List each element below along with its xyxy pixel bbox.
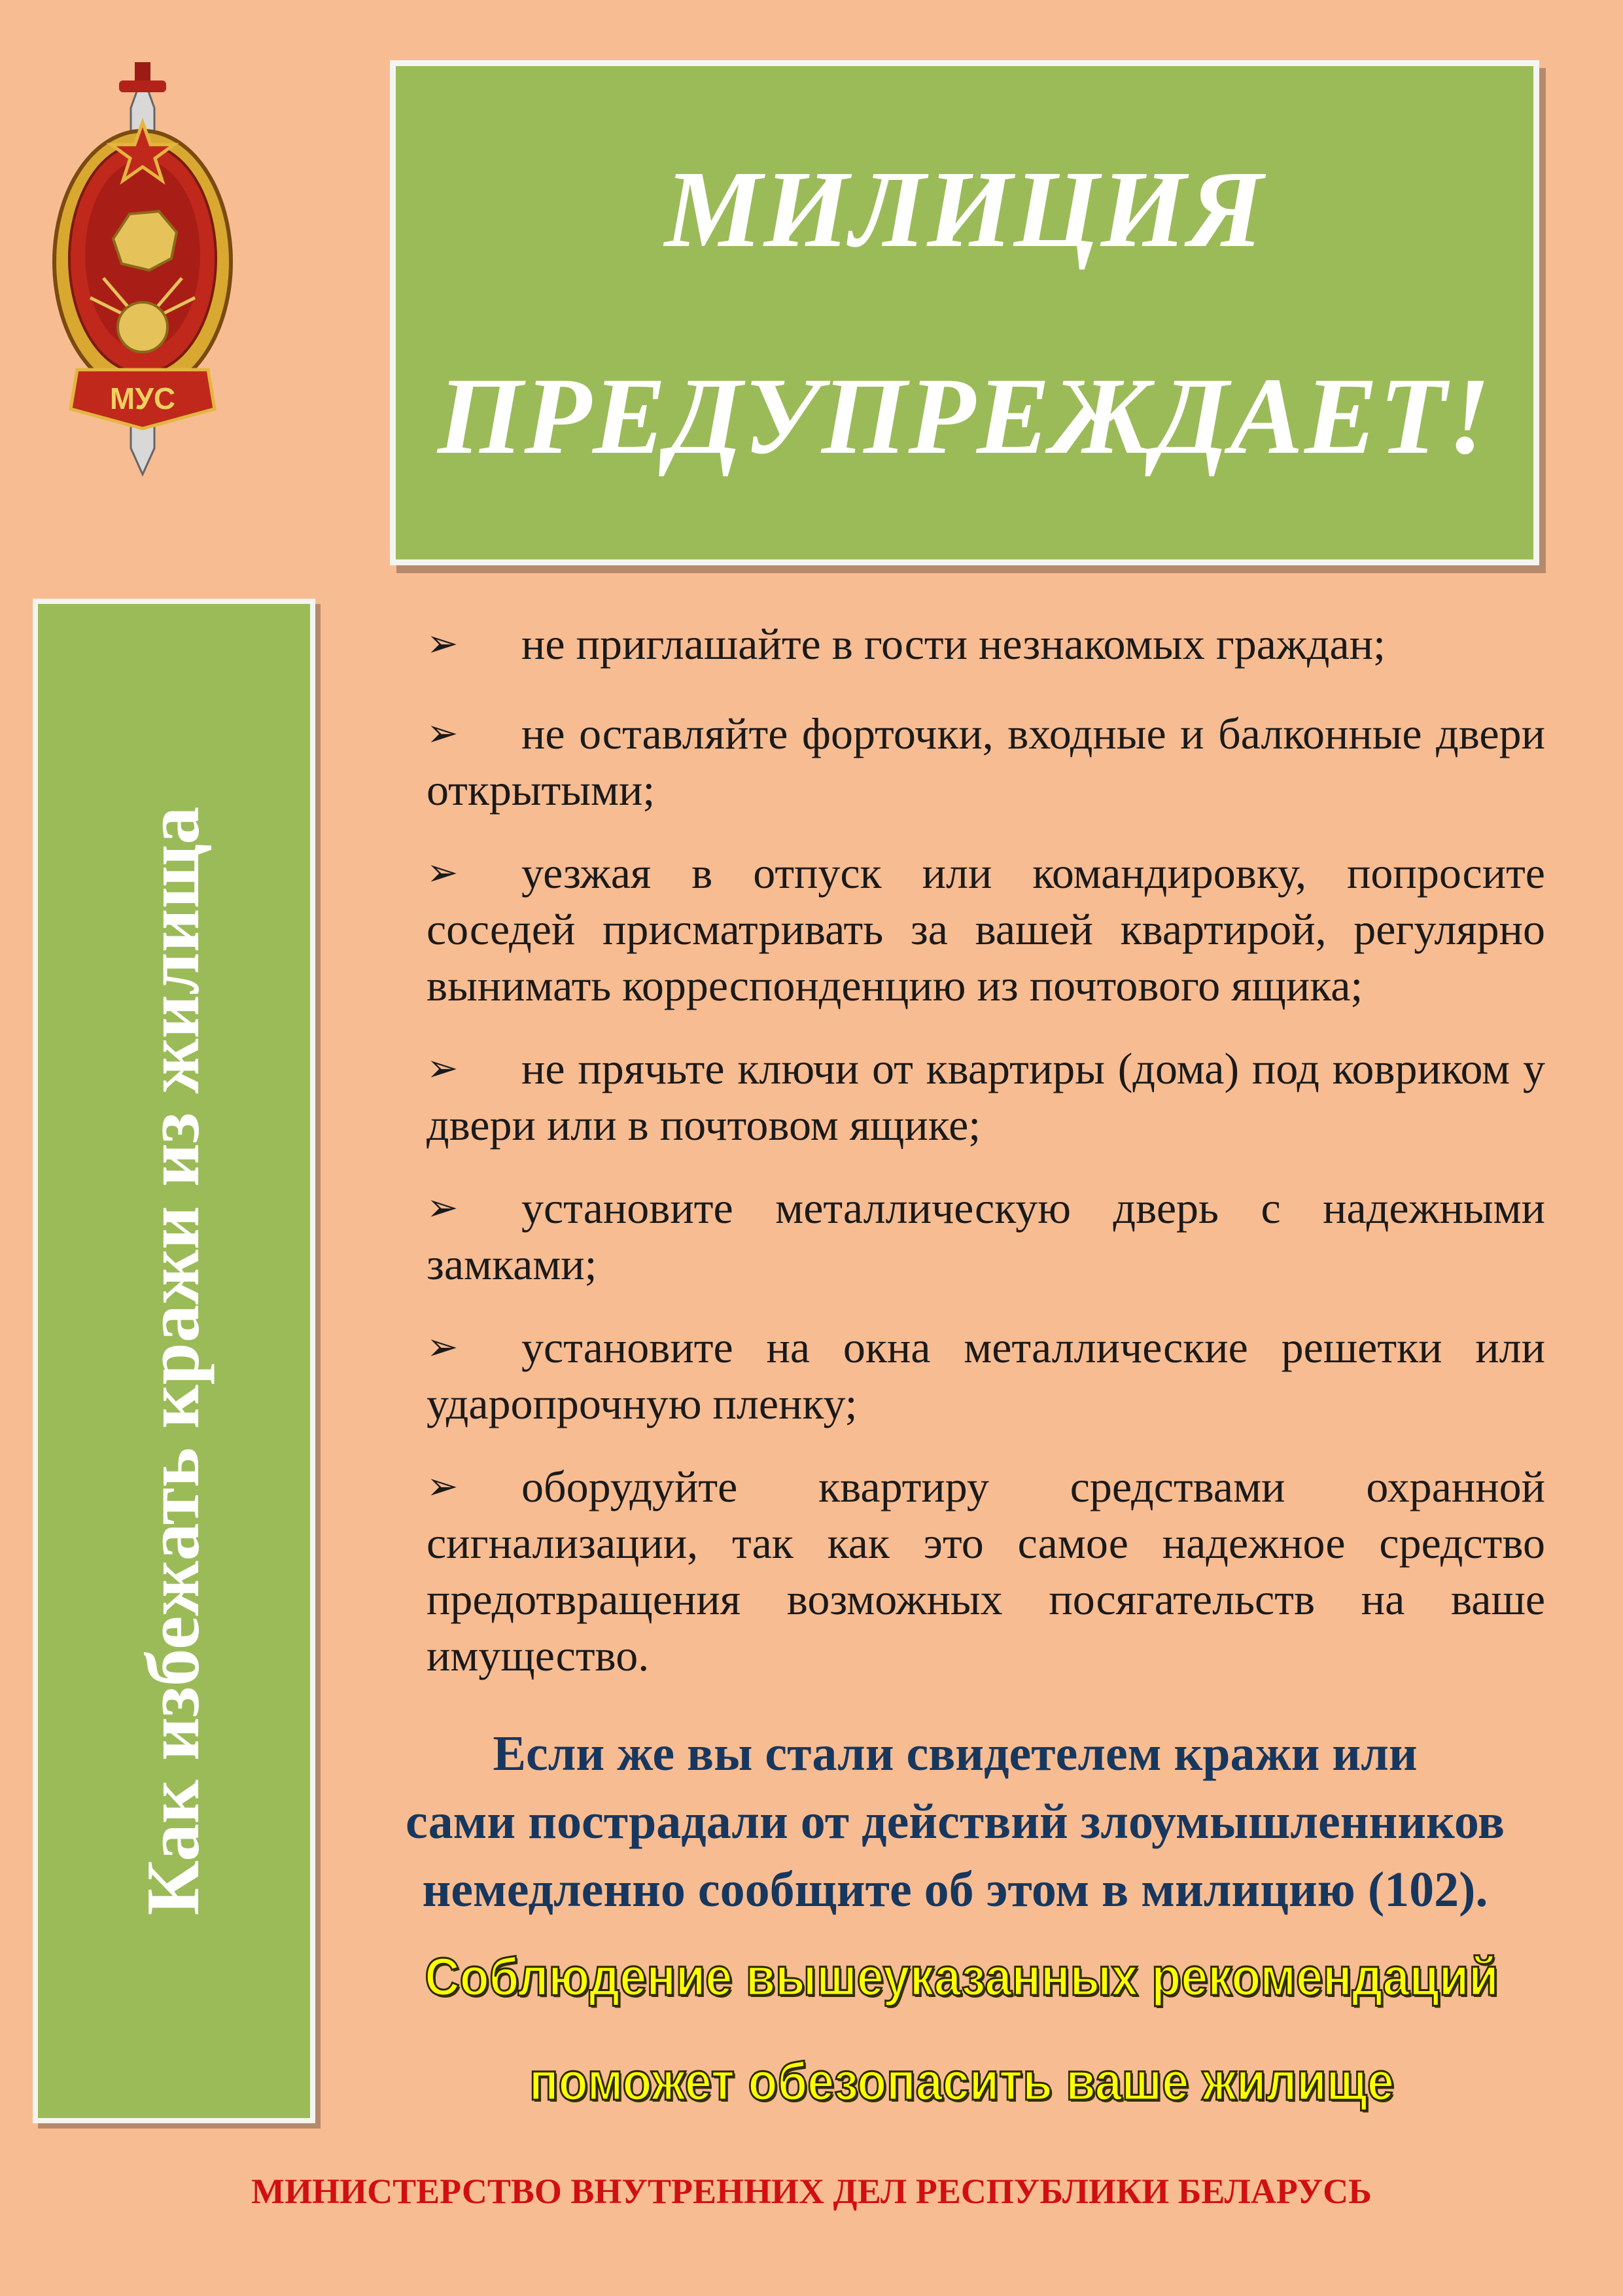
list-item [427,844,1545,1014]
tip-text: оборудуйте квартиру средствами охранной сигнализации, так как это самое надежное средство предотвращения возможных посягательств на ваше имущество. [427,1462,1545,1680]
title-line-1: МИЛИЦИЯ [664,149,1265,270]
sidebar-title: Как избежать кражи из жилища [131,806,216,1916]
title-banner [390,60,1539,565]
tip-text: не оставляйте форточки, входные и балконные двери открытыми; [427,709,1545,815]
advice-line-1: Соблюдение вышеуказанных рекомендаций [425,1947,1499,2007]
list-item [427,1040,1545,1153]
report-notice-line-2: сами пострадали от действий злоумышленников [405,1794,1505,1849]
tip-text: не прячьте ключи от квартиры (дома) под ковриком у двери или в почтовом ящике; [427,1044,1545,1150]
tip-text: установите металлическую дверь с надежными замками; [427,1183,1545,1289]
ministry-footer: МИНИСТЕРСТВО ВНУТРЕННИХ ДЕЛ РЕСПУБЛИКИ БЕЛАРУСЬ [251,2172,1372,2211]
arrow-bullet-icon: ➢ [427,711,459,755]
report-notice [321,1720,1590,1924]
arrow-bullet-icon: ➢ [427,621,459,665]
report-notice-line-1: Если же вы стали свидетелем кражи или [493,1726,1418,1781]
title-line-2: ПРЕДУПРЕЖДАЕТ! [437,355,1492,477]
list-item [427,1458,1545,1684]
arrow-bullet-icon: ➢ [427,1185,459,1229]
tip-text: уезжая в отпуск или командировку, попросите соседей присматривать за вашей квартирой, регулярно вынимать корреспонденцию из почтового ящика; [427,848,1545,1010]
tip-text: установите на окна металлические решетки или ударопрочную пленку; [427,1322,1545,1428]
arrow-bullet-icon: ➢ [427,850,459,894]
arrow-bullet-icon: ➢ [427,1046,459,1090]
emblem-label: МУС [109,381,176,415]
police-emblem-icon [51,62,234,478]
tip-text: не приглашайте в гости незнакомых граждан; [521,619,1386,669]
arrow-bullet-icon: ➢ [427,1464,459,1508]
sidebar-banner [33,599,315,2123]
report-notice-line-3: немедленно сообщите об этом в милицию (102). [422,1862,1488,1917]
list-item [427,615,1545,672]
advice-line-2: поможет обезопасить ваше жилище [529,2052,1394,2111]
tips-list [427,615,1545,1710]
list-item [427,1318,1545,1432]
list-item [427,1179,1545,1292]
list-item [427,705,1545,818]
arrow-bullet-icon: ➢ [427,1324,459,1369]
